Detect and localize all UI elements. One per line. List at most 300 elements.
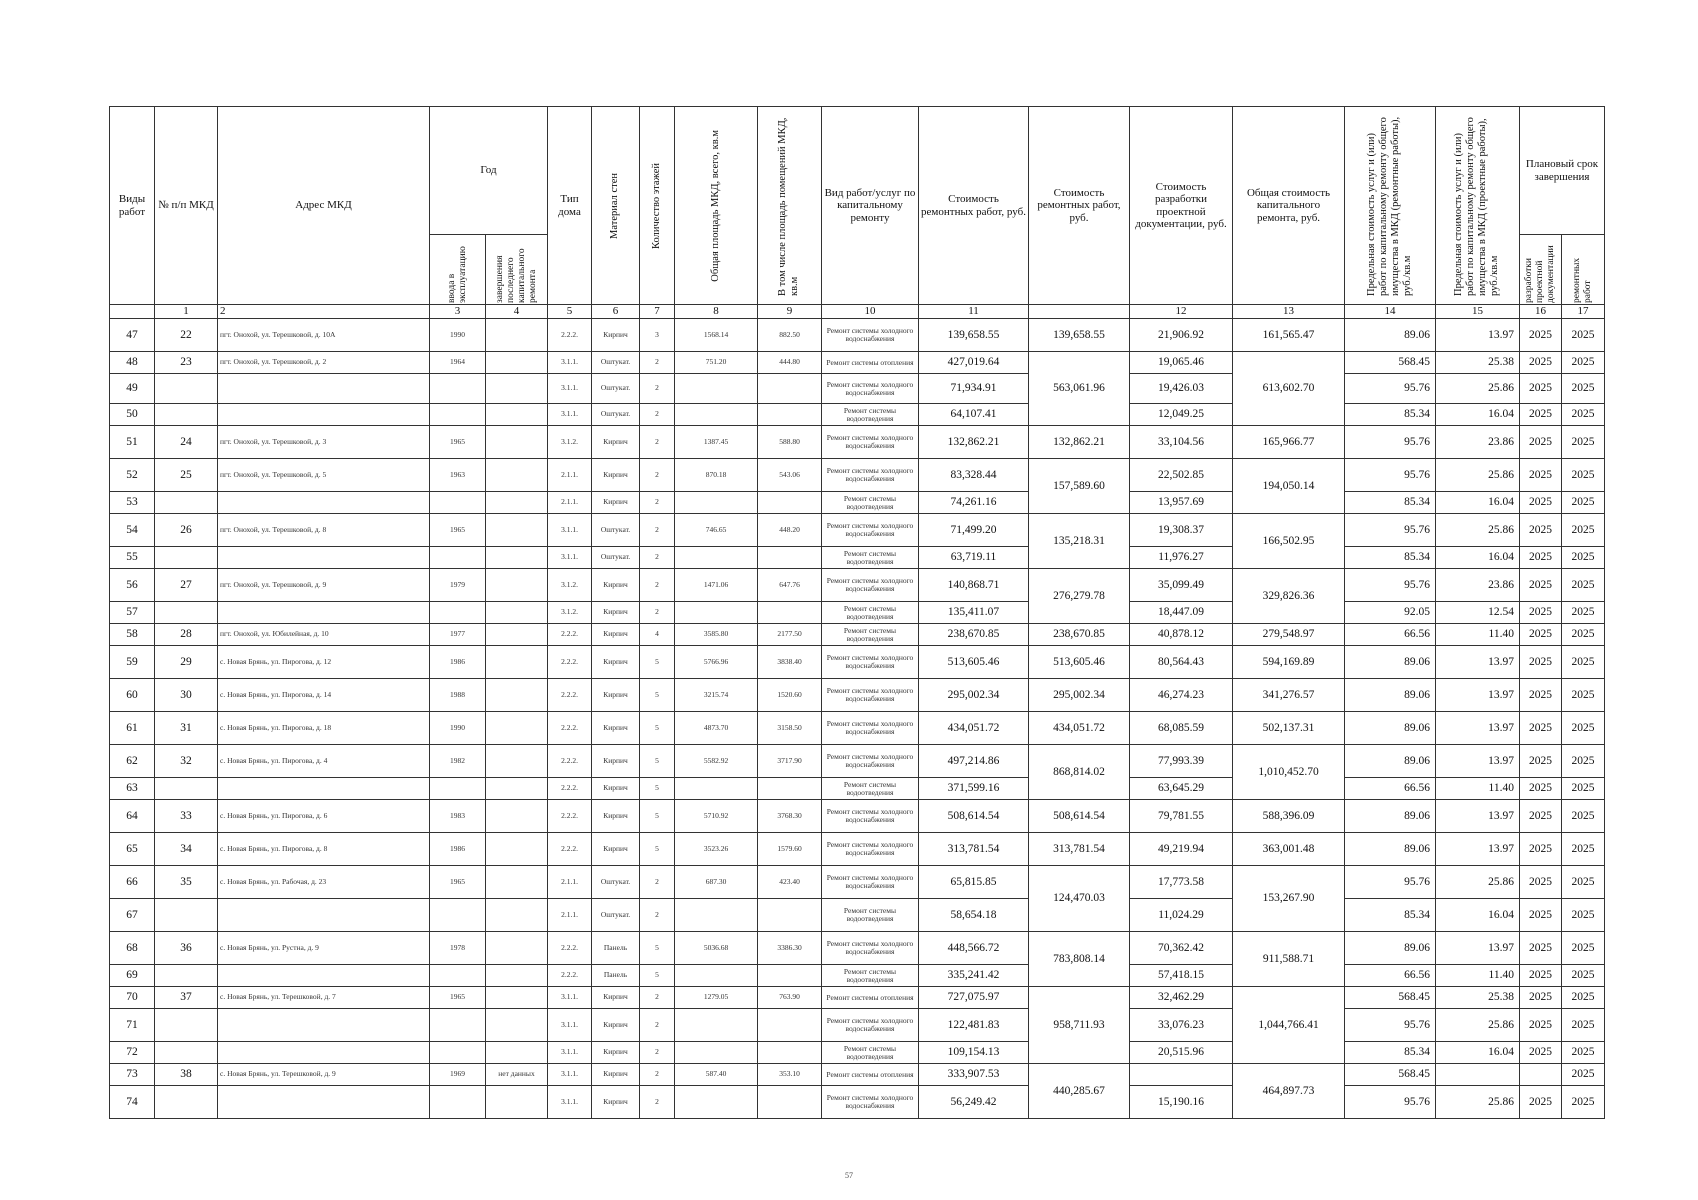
- deadline-repair-cell: 2025: [1562, 602, 1605, 624]
- row-number-cell: 48: [110, 352, 155, 374]
- row-number-cell: 67: [110, 899, 155, 932]
- row-number-cell: 58: [110, 624, 155, 646]
- limit-repair-cell: 568.45: [1345, 987, 1436, 1009]
- year-commission-cell: 1965: [430, 866, 486, 899]
- repair-cost-cell: 109,154.13: [919, 1042, 1029, 1064]
- wall-material-cell: Кирпич: [592, 426, 640, 459]
- limit-design-cell: 16.04: [1436, 547, 1520, 569]
- house-type-cell: 3.1.1.: [548, 1086, 592, 1119]
- address-cell: [218, 492, 430, 514]
- limit-design-cell: 13.97: [1436, 932, 1520, 965]
- premises-area-cell: [758, 1009, 822, 1042]
- design-cost-cell: 13,957.69: [1130, 492, 1233, 514]
- table-row: [110, 1086, 1605, 1119]
- table-row: [110, 547, 1605, 569]
- total-cost-cell: 464,897.73: [1233, 1064, 1345, 1119]
- column-number-cell: 1: [155, 305, 218, 319]
- row-number-cell: 52: [110, 459, 155, 492]
- year-last-repair-cell: [486, 426, 548, 459]
- limit-repair-cell: 89.06: [1345, 932, 1436, 965]
- mkd-number-cell: 27: [155, 569, 218, 602]
- design-cost-cell: 57,418.15: [1130, 965, 1233, 987]
- limit-design-cell: 25.38: [1436, 987, 1520, 1009]
- total-area-cell: 4873.70: [675, 712, 758, 745]
- limit-design-cell: 12.54: [1436, 602, 1520, 624]
- row-number-cell: 64: [110, 800, 155, 833]
- header-deadline-repair: ремонтных работ: [1562, 235, 1605, 305]
- premises-area-cell: 647.76: [758, 569, 822, 602]
- house-type-cell: 2.2.2.: [548, 679, 592, 712]
- year-commission-cell: 1990: [430, 712, 486, 745]
- limit-design-cell: 23.86: [1436, 569, 1520, 602]
- wall-material-cell: Кирпич: [592, 987, 640, 1009]
- table-row: [110, 745, 1605, 778]
- header-mkd-number: № п/п МКД: [155, 107, 218, 305]
- floors-cell: 2: [640, 426, 675, 459]
- table-row: [110, 866, 1605, 899]
- house-type-cell: 2.1.1.: [548, 899, 592, 932]
- repair-cost-cell: 135,411.07: [919, 602, 1029, 624]
- table-row: [110, 987, 1605, 1009]
- repair-cost-total-cell: 783,808.14: [1029, 932, 1130, 987]
- floors-cell: 2: [640, 374, 675, 404]
- deadline-repair-cell: 2025: [1562, 492, 1605, 514]
- mkd-number-cell: 36: [155, 932, 218, 965]
- floors-cell: 5: [640, 965, 675, 987]
- total-area-cell: 5036.68: [675, 932, 758, 965]
- limit-repair-cell: 89.06: [1345, 833, 1436, 866]
- work-type-cell: Ремонт системы холодного водоснабжения: [822, 646, 919, 679]
- limit-repair-cell: 66.56: [1345, 965, 1436, 987]
- deadline-design-cell: 2025: [1520, 569, 1562, 602]
- address-cell: с. Новая Брянь, ул. Пирогова, д. 14: [218, 679, 430, 712]
- premises-area-cell: 543.06: [758, 459, 822, 492]
- wall-material-cell: Кирпич: [592, 492, 640, 514]
- limit-repair-cell: 85.34: [1345, 899, 1436, 932]
- deadline-repair-cell: 2025: [1562, 547, 1605, 569]
- limit-design-cell: 11.40: [1436, 965, 1520, 987]
- repair-cost-cell: 74,261.16: [919, 492, 1029, 514]
- address-cell: с. Новая Брянь, ул. Пирогова, д. 18: [218, 712, 430, 745]
- limit-design-cell: [1436, 1064, 1520, 1086]
- work-type-cell: Ремонт системы водоотведения: [822, 899, 919, 932]
- work-type-cell: Ремонт системы холодного водоснабжения: [822, 569, 919, 602]
- table-row: [110, 459, 1605, 492]
- deadline-repair-cell: 2025: [1562, 866, 1605, 899]
- work-type-cell: Ремонт системы холодного водоснабжения: [822, 514, 919, 547]
- address-cell: пгт. Онохой, ул. Терешковой, д. 9: [218, 569, 430, 602]
- premises-area-cell: [758, 602, 822, 624]
- address-cell: [218, 374, 430, 404]
- total-area-cell: 687.30: [675, 866, 758, 899]
- limit-repair-cell: 85.34: [1345, 404, 1436, 426]
- address-cell: пгт. Онохой, ул. Терешковой, д. 5: [218, 459, 430, 492]
- work-type-cell: Ремонт системы водоотведения: [822, 965, 919, 987]
- header-limit-design: Предельная стоимость услуг и (или) работ по капитальному ремонту общего имущества в МКД (проектные работы), руб./кв.м: [1436, 107, 1520, 305]
- row-number-cell: 57: [110, 602, 155, 624]
- premises-area-cell: [758, 1086, 822, 1119]
- deadline-design-cell: 2025: [1520, 1009, 1562, 1042]
- row-number-cell: 56: [110, 569, 155, 602]
- house-type-cell: 3.1.1.: [548, 404, 592, 426]
- repair-cost-cell: 83,328.44: [919, 459, 1029, 492]
- year-commission-cell: 1978: [430, 932, 486, 965]
- limit-repair-cell: 66.56: [1345, 778, 1436, 800]
- year-last-repair-cell: [486, 319, 548, 352]
- total-cost-cell: 588,396.09: [1233, 800, 1345, 833]
- premises-area-cell: 763.90: [758, 987, 822, 1009]
- wall-material-cell: Оштукат.: [592, 352, 640, 374]
- limit-design-cell: 13.97: [1436, 800, 1520, 833]
- house-type-cell: 2.2.2.: [548, 833, 592, 866]
- deadline-repair-cell: 2025: [1562, 352, 1605, 374]
- year-last-repair-cell: [486, 1086, 548, 1119]
- header-premises-area: В том числе площадь помещений МКД, кв.м: [758, 107, 822, 305]
- mkd-number-cell: [155, 602, 218, 624]
- limit-design-cell: 16.04: [1436, 492, 1520, 514]
- column-number-cell: 6: [592, 305, 640, 319]
- deadline-repair-cell: 2025: [1562, 965, 1605, 987]
- house-type-cell: 3.1.1.: [548, 1064, 592, 1086]
- total-area-cell: [675, 1086, 758, 1119]
- mkd-number-cell: 37: [155, 987, 218, 1009]
- wall-material-cell: Панель: [592, 932, 640, 965]
- repair-cost-total-cell: 135,218.31: [1029, 514, 1130, 569]
- address-cell: [218, 1086, 430, 1119]
- limit-repair-cell: 89.06: [1345, 745, 1436, 778]
- limit-design-cell: 13.97: [1436, 745, 1520, 778]
- limit-design-cell: 16.04: [1436, 404, 1520, 426]
- address-cell: [218, 778, 430, 800]
- header-total-cost: Общая стоимость капитального ремонта, руб.: [1233, 107, 1345, 305]
- limit-repair-cell: 95.76: [1345, 866, 1436, 899]
- year-commission-cell: 1990: [430, 319, 486, 352]
- design-cost-cell: 35,099.49: [1130, 569, 1233, 602]
- year-commission-cell: 1982: [430, 745, 486, 778]
- floors-cell: 2: [640, 602, 675, 624]
- work-type-cell: Ремонт системы холодного водоснабжения: [822, 374, 919, 404]
- work-type-cell: Ремонт системы водоотведения: [822, 602, 919, 624]
- page-number: 57: [845, 1171, 853, 1180]
- total-area-cell: [675, 899, 758, 932]
- table-row: [110, 514, 1605, 547]
- wall-material-cell: Кирпич: [592, 1042, 640, 1064]
- year-last-repair-cell: [486, 404, 548, 426]
- limit-repair-cell: 95.76: [1345, 514, 1436, 547]
- year-last-repair-cell: [486, 932, 548, 965]
- deadline-design-cell: 2025: [1520, 800, 1562, 833]
- limit-repair-cell: 89.06: [1345, 679, 1436, 712]
- wall-material-cell: Кирпич: [592, 778, 640, 800]
- year-commission-cell: [430, 1086, 486, 1119]
- work-type-cell: Ремонт системы холодного водоснабжения: [822, 459, 919, 492]
- year-commission-cell: 1969: [430, 1064, 486, 1086]
- mkd-number-cell: 22: [155, 319, 218, 352]
- total-area-cell: 870.18: [675, 459, 758, 492]
- wall-material-cell: Кирпич: [592, 624, 640, 646]
- repair-cost-total-cell: 124,470.03: [1029, 866, 1130, 932]
- design-cost-cell: 21,906.92: [1130, 319, 1233, 352]
- work-type-cell: Ремонт системы отопления: [822, 987, 919, 1009]
- design-cost-cell: 79,781.55: [1130, 800, 1233, 833]
- year-last-repair-cell: [486, 778, 548, 800]
- address-cell: [218, 404, 430, 426]
- floors-cell: 5: [640, 679, 675, 712]
- house-type-cell: 3.1.2.: [548, 426, 592, 459]
- deadline-design-cell: 2025: [1520, 514, 1562, 547]
- premises-area-cell: 3838.40: [758, 646, 822, 679]
- work-type-cell: Ремонт системы холодного водоснабжения: [822, 866, 919, 899]
- row-number-cell: 53: [110, 492, 155, 514]
- year-commission-cell: 1964: [430, 352, 486, 374]
- design-cost-cell: 40,878.12: [1130, 624, 1233, 646]
- row-number-cell: 72: [110, 1042, 155, 1064]
- repair-cost-cell: 63,719.11: [919, 547, 1029, 569]
- table-row: [110, 899, 1605, 932]
- premises-area-cell: 3717.90: [758, 745, 822, 778]
- deadline-repair-cell: 2025: [1562, 319, 1605, 352]
- repair-cost-total-cell: 139,658.55: [1029, 319, 1130, 352]
- capital-repair-table: [109, 106, 1605, 1119]
- row-number-cell: 59: [110, 646, 155, 679]
- wall-material-cell: Оштукат.: [592, 404, 640, 426]
- mkd-number-cell: [155, 404, 218, 426]
- premises-area-cell: 448.20: [758, 514, 822, 547]
- address-cell: [218, 1009, 430, 1042]
- year-commission-cell: 1988: [430, 679, 486, 712]
- floors-cell: 2: [640, 1009, 675, 1042]
- premises-area-cell: 1520.60: [758, 679, 822, 712]
- design-cost-cell: [1130, 1064, 1233, 1086]
- row-number-cell: 61: [110, 712, 155, 745]
- address-cell: [218, 602, 430, 624]
- work-type-cell: Ремонт системы водоотведения: [822, 492, 919, 514]
- year-commission-cell: [430, 965, 486, 987]
- year-commission-cell: 1965: [430, 514, 486, 547]
- total-area-cell: 746.65: [675, 514, 758, 547]
- repair-cost-cell: 333,907.53: [919, 1064, 1029, 1086]
- row-number-cell: 71: [110, 1009, 155, 1042]
- design-cost-cell: 11,024.29: [1130, 899, 1233, 932]
- work-type-cell: Ремонт системы холодного водоснабжения: [822, 426, 919, 459]
- deadline-design-cell: 2025: [1520, 932, 1562, 965]
- limit-design-cell: 16.04: [1436, 899, 1520, 932]
- repair-cost-cell: 122,481.83: [919, 1009, 1029, 1042]
- deadline-repair-cell: 2025: [1562, 1009, 1605, 1042]
- total-area-cell: [675, 1042, 758, 1064]
- work-type-cell: Ремонт системы холодного водоснабжения: [822, 712, 919, 745]
- mkd-number-cell: [155, 778, 218, 800]
- table-row: [110, 374, 1605, 404]
- deadline-design-cell: 2025: [1520, 1086, 1562, 1119]
- year-commission-cell: [430, 602, 486, 624]
- wall-material-cell: Оштукат.: [592, 547, 640, 569]
- total-area-cell: 5766.96: [675, 646, 758, 679]
- limit-design-cell: 25.86: [1436, 514, 1520, 547]
- deadline-repair-cell: 2025: [1562, 1064, 1605, 1086]
- deadline-design-cell: 2025: [1520, 899, 1562, 932]
- header-repair-cost-total: Стоимость ремонтных работ, руб.: [1029, 107, 1130, 305]
- wall-material-cell: Кирпич: [592, 319, 640, 352]
- column-number-cell: 2: [218, 305, 430, 319]
- floors-cell: 2: [640, 899, 675, 932]
- limit-design-cell: 25.86: [1436, 459, 1520, 492]
- house-type-cell: 3.1.2.: [548, 569, 592, 602]
- premises-area-cell: 423.40: [758, 866, 822, 899]
- deadline-design-cell: 2025: [1520, 712, 1562, 745]
- mkd-number-cell: [155, 965, 218, 987]
- house-type-cell: 2.1.1.: [548, 492, 592, 514]
- wall-material-cell: Кирпич: [592, 833, 640, 866]
- limit-design-cell: 11.40: [1436, 778, 1520, 800]
- row-number-cell: 69: [110, 965, 155, 987]
- deadline-repair-cell: 2025: [1562, 374, 1605, 404]
- deadline-repair-cell: 2025: [1562, 646, 1605, 679]
- row-number-cell: 68: [110, 932, 155, 965]
- premises-area-cell: [758, 547, 822, 569]
- column-number-cell: 15: [1436, 305, 1520, 319]
- repair-cost-total-cell: 276,279.78: [1029, 569, 1130, 624]
- deadline-repair-cell: 2025: [1562, 624, 1605, 646]
- deadline-repair-cell: 2025: [1562, 899, 1605, 932]
- work-type-cell: Ремонт системы отопления: [822, 352, 919, 374]
- total-cost-cell: 613,602.70: [1233, 352, 1345, 426]
- wall-material-cell: Кирпич: [592, 569, 640, 602]
- deadline-repair-cell: 2025: [1562, 1086, 1605, 1119]
- total-cost-cell: 165,966.77: [1233, 426, 1345, 459]
- header-year: Год: [430, 107, 548, 235]
- address-cell: с. Новая Брянь, ул. Пирогова, д. 12: [218, 646, 430, 679]
- limit-repair-cell: 95.76: [1345, 1086, 1436, 1119]
- work-type-cell: Ремонт системы холодного водоснабжения: [822, 1086, 919, 1119]
- house-type-cell: 3.1.1.: [548, 352, 592, 374]
- design-cost-cell: 12,049.25: [1130, 404, 1233, 426]
- limit-repair-cell: 89.06: [1345, 319, 1436, 352]
- house-type-cell: 3.1.1.: [548, 374, 592, 404]
- floors-cell: 2: [640, 569, 675, 602]
- deadline-design-cell: 2025: [1520, 833, 1562, 866]
- table-row: [110, 569, 1605, 602]
- repair-cost-total-cell: 513,605.46: [1029, 646, 1130, 679]
- column-number-cell: 7: [640, 305, 675, 319]
- total-cost-cell: 153,267.90: [1233, 866, 1345, 932]
- limit-design-cell: 13.97: [1436, 679, 1520, 712]
- total-area-cell: [675, 602, 758, 624]
- total-cost-cell: 341,276.57: [1233, 679, 1345, 712]
- total-area-cell: 5582.92: [675, 745, 758, 778]
- floors-cell: 5: [640, 712, 675, 745]
- address-cell: пгт. Онохой, ул. Терешковой, д. 2: [218, 352, 430, 374]
- premises-area-cell: 882.50: [758, 319, 822, 352]
- design-cost-cell: 33,104.56: [1130, 426, 1233, 459]
- row-number-cell: 63: [110, 778, 155, 800]
- total-cost-cell: 594,169.89: [1233, 646, 1345, 679]
- deadline-repair-cell: 2025: [1562, 987, 1605, 1009]
- premises-area-cell: 3386.30: [758, 932, 822, 965]
- header-deadline: Плановый срок завершения: [1520, 107, 1605, 235]
- mkd-number-cell: 29: [155, 646, 218, 679]
- limit-repair-cell: 66.56: [1345, 624, 1436, 646]
- mkd-number-cell: [155, 1009, 218, 1042]
- work-type-cell: Ремонт системы холодного водоснабжения: [822, 932, 919, 965]
- header-house-type: Тип дома: [548, 107, 592, 305]
- house-type-cell: 2.2.2.: [548, 646, 592, 679]
- column-number-cell: 4: [486, 305, 548, 319]
- mkd-number-cell: [155, 899, 218, 932]
- column-number-cell: [1029, 305, 1130, 319]
- year-commission-cell: 1983: [430, 800, 486, 833]
- row-number-cell: 62: [110, 745, 155, 778]
- repair-cost-cell: 508,614.54: [919, 800, 1029, 833]
- design-cost-cell: 19,426.03: [1130, 374, 1233, 404]
- design-cost-cell: 68,085.59: [1130, 712, 1233, 745]
- wall-material-cell: Кирпич: [592, 679, 640, 712]
- limit-repair-cell: 89.06: [1345, 800, 1436, 833]
- year-last-repair-cell: [486, 547, 548, 569]
- repair-cost-cell: 71,499.20: [919, 514, 1029, 547]
- address-cell: пгт. Онохой, ул. Терешковой, д. 8: [218, 514, 430, 547]
- deadline-design-cell: 2025: [1520, 987, 1562, 1009]
- total-cost-cell: 1,044,766.41: [1233, 987, 1345, 1064]
- repair-cost-cell: 132,862.21: [919, 426, 1029, 459]
- work-type-cell: Ремонт системы холодного водоснабжения: [822, 800, 919, 833]
- wall-material-cell: Кирпич: [592, 459, 640, 492]
- total-area-cell: 3523.26: [675, 833, 758, 866]
- year-last-repair-cell: [486, 899, 548, 932]
- floors-cell: 4: [640, 624, 675, 646]
- mkd-number-cell: 34: [155, 833, 218, 866]
- mkd-number-cell: 35: [155, 866, 218, 899]
- repair-cost-total-cell: 958,711.93: [1029, 987, 1130, 1064]
- year-commission-cell: [430, 778, 486, 800]
- deadline-repair-cell: 2025: [1562, 1042, 1605, 1064]
- wall-material-cell: Оштукат.: [592, 514, 640, 547]
- deadline-design-cell: 2025: [1520, 965, 1562, 987]
- year-last-repair-cell: [486, 1009, 548, 1042]
- house-type-cell: 2.2.2.: [548, 778, 592, 800]
- table-row: [110, 1042, 1605, 1064]
- year-commission-cell: 1965: [430, 987, 486, 1009]
- total-cost-cell: 329,826.36: [1233, 569, 1345, 624]
- design-cost-cell: 18,447.09: [1130, 602, 1233, 624]
- mkd-number-cell: 31: [155, 712, 218, 745]
- table-row: [110, 1064, 1605, 1086]
- repair-cost-cell: 139,658.55: [919, 319, 1029, 352]
- house-type-cell: 2.2.2.: [548, 932, 592, 965]
- column-number-cell: 12: [1130, 305, 1233, 319]
- floors-cell: 5: [640, 745, 675, 778]
- design-cost-cell: 11,976.27: [1130, 547, 1233, 569]
- deadline-repair-cell: 2025: [1562, 404, 1605, 426]
- wall-material-cell: Оштукат.: [592, 374, 640, 404]
- repair-cost-total-cell: 313,781.54: [1029, 833, 1130, 866]
- total-area-cell: 587.40: [675, 1064, 758, 1086]
- year-last-repair-cell: [486, 866, 548, 899]
- premises-area-cell: 2177.50: [758, 624, 822, 646]
- premises-area-cell: 444.80: [758, 352, 822, 374]
- year-commission-cell: 1979: [430, 569, 486, 602]
- house-type-cell: 2.2.2.: [548, 624, 592, 646]
- work-type-cell: Ремонт системы холодного водоснабжения: [822, 679, 919, 712]
- year-last-repair-cell: [486, 569, 548, 602]
- total-cost-cell: 911,588.71: [1233, 932, 1345, 987]
- wall-material-cell: Кирпич: [592, 712, 640, 745]
- wall-material-cell: Кирпич: [592, 646, 640, 679]
- mkd-number-cell: 32: [155, 745, 218, 778]
- row-number-cell: 50: [110, 404, 155, 426]
- row-number-cell: 66: [110, 866, 155, 899]
- deadline-repair-cell: 2025: [1562, 679, 1605, 712]
